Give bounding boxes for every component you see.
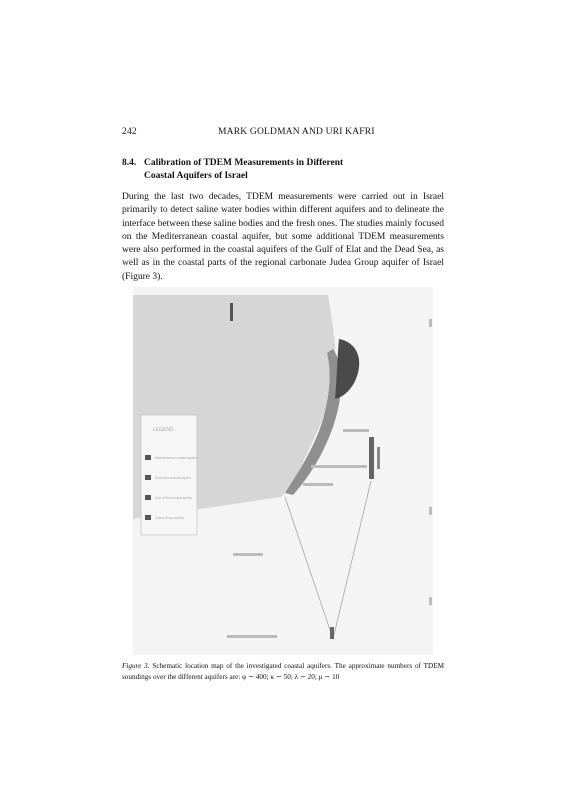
figure-caption-text: Schematic location map of the investigated coastal aquifers. The approximate numbers of TDEM soundings over the different aquifers are: φ ∼ 400; κ ∼ 50; λ ∼ 20; μ ∼ 10 [122, 662, 445, 681]
map-label [303, 483, 333, 486]
map-label [227, 635, 277, 638]
section-title-line-1: Calibration of TDEM Measurements in Different [144, 158, 344, 168]
elat-marker [330, 627, 334, 639]
location-map [133, 287, 433, 655]
map-tick [429, 507, 432, 515]
legend-label: Judea Group aquifer [155, 516, 185, 520]
map-label [311, 465, 367, 468]
map-legend [141, 415, 198, 535]
legend-label: Dead Sea coastal aquifer [155, 476, 191, 480]
section-title [144, 157, 444, 183]
legend-swatch [145, 515, 151, 520]
map-tick [429, 597, 432, 605]
legend-swatch [145, 495, 151, 500]
section-number: 8.4. [122, 158, 137, 168]
figure-caption-label: Figure 3. [122, 662, 150, 670]
running-header-authors: MARK GOLDMAN AND URI KAFRI [218, 127, 375, 137]
map-label [233, 553, 263, 556]
map-mark [230, 303, 233, 321]
legend-swatch [145, 475, 151, 480]
legend-label: Mediterranean coastal aquifer [155, 456, 198, 460]
dead-sea-marker-2 [377, 447, 380, 469]
map-label [343, 429, 369, 432]
legend-swatch [145, 455, 151, 460]
page-number: 242 [122, 127, 137, 137]
legend-label: Gulf of Elat coastal aquifer [155, 496, 193, 500]
map-tick [429, 319, 432, 327]
section-title-line-2: Coastal Aquifers of Israel [144, 171, 248, 181]
figure-caption [122, 661, 444, 682]
body-paragraph: During the last two decades, TDEM measurements were carried out in Israel primarily to detect saline water bodies within different aquifers and to delineate the interface between these saline bodies and the fresh ones. The studies mainly focused on the Mediterranean coastal aquifer, but some additional TDEM measurements were also performed in the coastal aquifers of the Gulf of Elat and the Dead Sea, as well as in the coastal parts of the regional carbonate Judea Group aquifer of Israel (Figure 3). [122, 192, 444, 282]
legend-entry-4 [145, 515, 185, 520]
figure-map [133, 287, 433, 655]
dead-sea-marker [369, 437, 374, 479]
legend-title: LEGEND [153, 427, 174, 433]
